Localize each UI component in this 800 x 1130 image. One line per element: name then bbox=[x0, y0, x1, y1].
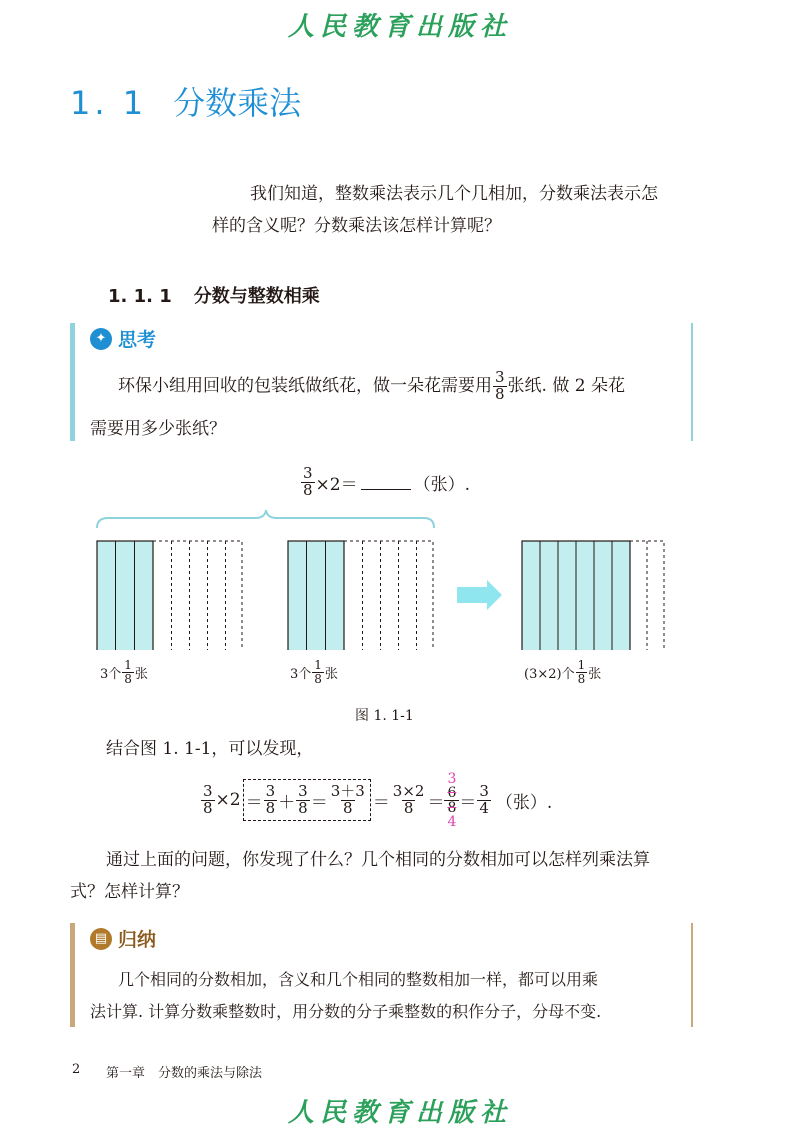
empty-strips-1 bbox=[153, 541, 242, 650]
eq-equals-1: ＝ bbox=[245, 792, 263, 813]
page-number: 2 bbox=[72, 1062, 81, 1077]
eq-f3-num: 3 bbox=[298, 781, 308, 800]
label3-num: 1 bbox=[577, 658, 586, 672]
think-box-heading bbox=[90, 325, 156, 352]
publisher-logo-bottom: 人民教育出版社 bbox=[287, 1098, 512, 1128]
think-frac-num: 3 bbox=[495, 368, 505, 386]
eq-f5-den: 8 bbox=[403, 798, 414, 817]
eq-frac-4 bbox=[329, 781, 367, 817]
eq-equals-2: ＝ bbox=[310, 792, 328, 813]
eq-f5-num: 3×2 bbox=[392, 781, 425, 800]
question-equation bbox=[300, 466, 470, 499]
eq-frac-6 bbox=[477, 781, 491, 817]
eq-equals-4: ＝ bbox=[427, 792, 445, 813]
main-equation bbox=[200, 772, 552, 828]
summary-box-right-bar bbox=[691, 923, 693, 1027]
eq-f4-num: 3＋3 bbox=[330, 781, 365, 800]
figure-label-1 bbox=[100, 659, 148, 685]
label1-prefix: 3个 bbox=[100, 666, 122, 682]
label1-suffix: 张 bbox=[134, 666, 148, 682]
combine-text: 结合图 1. 1-1，可以发现， bbox=[106, 739, 314, 759]
q-times: ×2＝ bbox=[315, 474, 358, 495]
q-unit: （张）. bbox=[413, 474, 471, 495]
label2-prefix: 3个 bbox=[290, 666, 312, 682]
label3-prefix: (3×2)个 bbox=[524, 666, 575, 682]
think-box-left-bar bbox=[70, 323, 75, 441]
right-arrow-icon bbox=[457, 580, 502, 610]
reduce-num: 6 bbox=[447, 784, 457, 801]
reduce-top: 3 bbox=[447, 770, 457, 787]
strip-group-2 bbox=[288, 541, 433, 650]
summary-line-1: 几个相同的分数相加，含义和几个相同的整数相加一样，都可以用乘 bbox=[118, 970, 599, 989]
subsection-number: 1. 1. 1 bbox=[108, 286, 172, 307]
figure-label-2 bbox=[290, 659, 338, 685]
label1-fraction bbox=[122, 659, 134, 685]
answer-blank bbox=[361, 475, 411, 490]
chapter-name: 第一章 分数的乘法与除法 bbox=[106, 1066, 263, 1081]
section-number: 1. 1 bbox=[70, 84, 148, 122]
eq-frac-5 bbox=[391, 781, 427, 817]
subsection-title bbox=[108, 282, 320, 308]
summary-heading-text: 归纳 bbox=[118, 929, 157, 951]
eq-equals-3: ＝ bbox=[372, 792, 390, 813]
eq-f3-den: 8 bbox=[298, 798, 308, 817]
strip-group-1 bbox=[97, 541, 242, 650]
reduce-den: 8 bbox=[444, 800, 459, 815]
think-line-1-start: 环保小组用回收的包装纸做纸花，做一朵花需要用 bbox=[118, 376, 492, 397]
section-title-text: 分数乘法 bbox=[173, 84, 302, 122]
think-box-right-bar bbox=[691, 323, 693, 441]
label3-fraction bbox=[576, 659, 588, 685]
strip-group-3 bbox=[522, 541, 664, 650]
eq-f6-num: 3 bbox=[479, 781, 489, 800]
label1-num: 1 bbox=[124, 658, 132, 672]
think-line-2: 需要用多少张纸？ bbox=[90, 419, 226, 439]
solid-strips-1 bbox=[97, 541, 153, 650]
think-line-1-end: 张纸. 做 2 朵花 bbox=[507, 376, 625, 397]
summary-line-2: 法计算. 计算分数乘整数时，用分数的分子乘整数的积作分子，分母不变. bbox=[90, 1002, 602, 1021]
eq-plus: ＋ bbox=[278, 792, 296, 813]
grouping-brace bbox=[97, 510, 434, 528]
eq-unit: （张）. bbox=[495, 792, 553, 813]
think-line-1 bbox=[118, 370, 625, 403]
eq-frac-3 bbox=[296, 781, 310, 817]
figure-caption: 图 1. 1-1 bbox=[355, 708, 414, 724]
think-fraction bbox=[493, 370, 507, 403]
empty-strips-2 bbox=[344, 541, 433, 650]
summary-box-left-bar bbox=[70, 923, 75, 1027]
label3-den: 8 bbox=[577, 671, 586, 686]
label3-suffix: 张 bbox=[588, 666, 602, 682]
section-title bbox=[70, 78, 301, 124]
summary-box-heading bbox=[90, 925, 156, 952]
subsection-title-text: 分数与整数相乘 bbox=[193, 286, 320, 307]
eq-f4-den: 8 bbox=[342, 798, 353, 817]
eq-f1-num: 3 bbox=[203, 781, 213, 800]
discover-line-2: 式？怎样计算？ bbox=[70, 882, 189, 902]
eq-f1-den: 8 bbox=[203, 798, 213, 817]
eq-times-2: ×2 bbox=[215, 790, 241, 810]
fraction-strips-figure bbox=[0, 510, 800, 650]
intro-line-2: 样的含义呢？分数乘法该怎样计算呢？ bbox=[212, 216, 501, 236]
lightbulb-icon: ✦ bbox=[90, 328, 112, 350]
publisher-logo-top: 人民教育出版社 bbox=[287, 12, 512, 42]
discover-line-1: 通过上面的问题，你发现了什么？几个相同的分数相加可以怎样列乘法算 bbox=[106, 850, 650, 870]
eq-frac-1 bbox=[201, 781, 215, 817]
label2-suffix: 张 bbox=[324, 666, 338, 682]
label2-fraction bbox=[312, 659, 324, 685]
book-icon: ▤ bbox=[90, 928, 112, 950]
figure-label-3 bbox=[524, 659, 601, 685]
dashed-addition-box bbox=[243, 779, 371, 822]
think-heading-text: 思考 bbox=[118, 329, 157, 351]
solid-strips-2 bbox=[288, 541, 344, 650]
eq-f2-den: 8 bbox=[265, 798, 276, 817]
eq-frac-2 bbox=[264, 781, 278, 817]
reduction-fraction bbox=[444, 772, 459, 829]
label2-num: 1 bbox=[314, 658, 322, 672]
eq-f6-den: 4 bbox=[479, 798, 489, 817]
q-fraction bbox=[301, 466, 315, 499]
intro-line-1: 我们知道，整数乘法表示几个几相加，分数乘法表示怎 bbox=[250, 184, 658, 204]
think-frac-den: 8 bbox=[495, 384, 505, 403]
label1-den: 8 bbox=[124, 671, 132, 686]
eq-f2-num: 3 bbox=[265, 781, 276, 800]
reduce-bottom: 4 bbox=[447, 813, 457, 830]
label2-den: 8 bbox=[314, 671, 322, 686]
eq-equals-5: ＝ bbox=[459, 792, 477, 813]
q-frac-den: 8 bbox=[303, 480, 313, 499]
q-frac-num: 3 bbox=[303, 464, 313, 482]
